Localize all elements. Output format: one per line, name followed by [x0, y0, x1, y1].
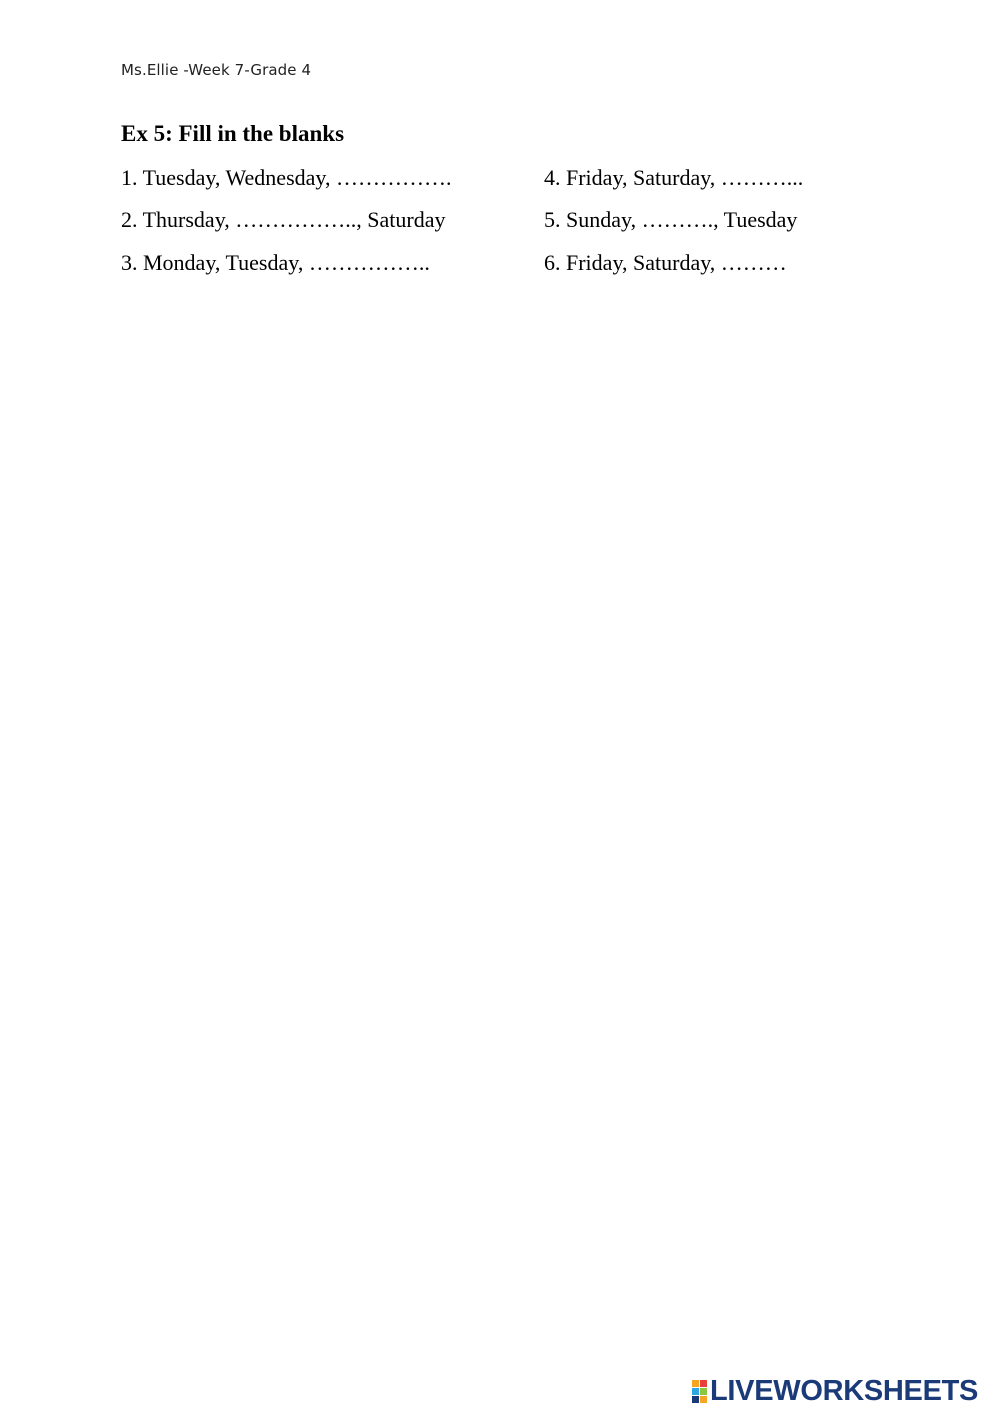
exercise-title: Ex 5: Fill in the blanks [121, 121, 345, 146]
liveworksheets-logo-icon [692, 1380, 707, 1403]
exercise-item-2: 2. Thursday, …………….., Saturday [121, 207, 446, 232]
liveworksheets-logo [692, 1376, 978, 1406]
logo-mark-square [700, 1396, 707, 1403]
exercise-item-6: 6. Friday, Saturday, ……… [544, 250, 787, 275]
exercise-item-3: 3. Monday, Tuesday, …………….. [121, 250, 430, 275]
exercise-item-1: 1. Tuesday, Wednesday, ……………. [121, 165, 452, 190]
liveworksheets-logo-text: LIVEWORKSHEETS [710, 1375, 979, 1407]
logo-mark-square [700, 1388, 707, 1395]
exercise-item-5: 5. Sunday, ………., Tuesday [544, 207, 798, 232]
logo-mark-square [700, 1380, 707, 1387]
logo-mark-square [692, 1380, 699, 1387]
logo-mark-square [692, 1388, 699, 1395]
logo-mark-square [692, 1396, 699, 1403]
page-header: Ms.Ellie -Week 7-Grade 4 [121, 61, 312, 79]
exercise-item-4: 4. Friday, Saturday, ………... [544, 165, 804, 190]
